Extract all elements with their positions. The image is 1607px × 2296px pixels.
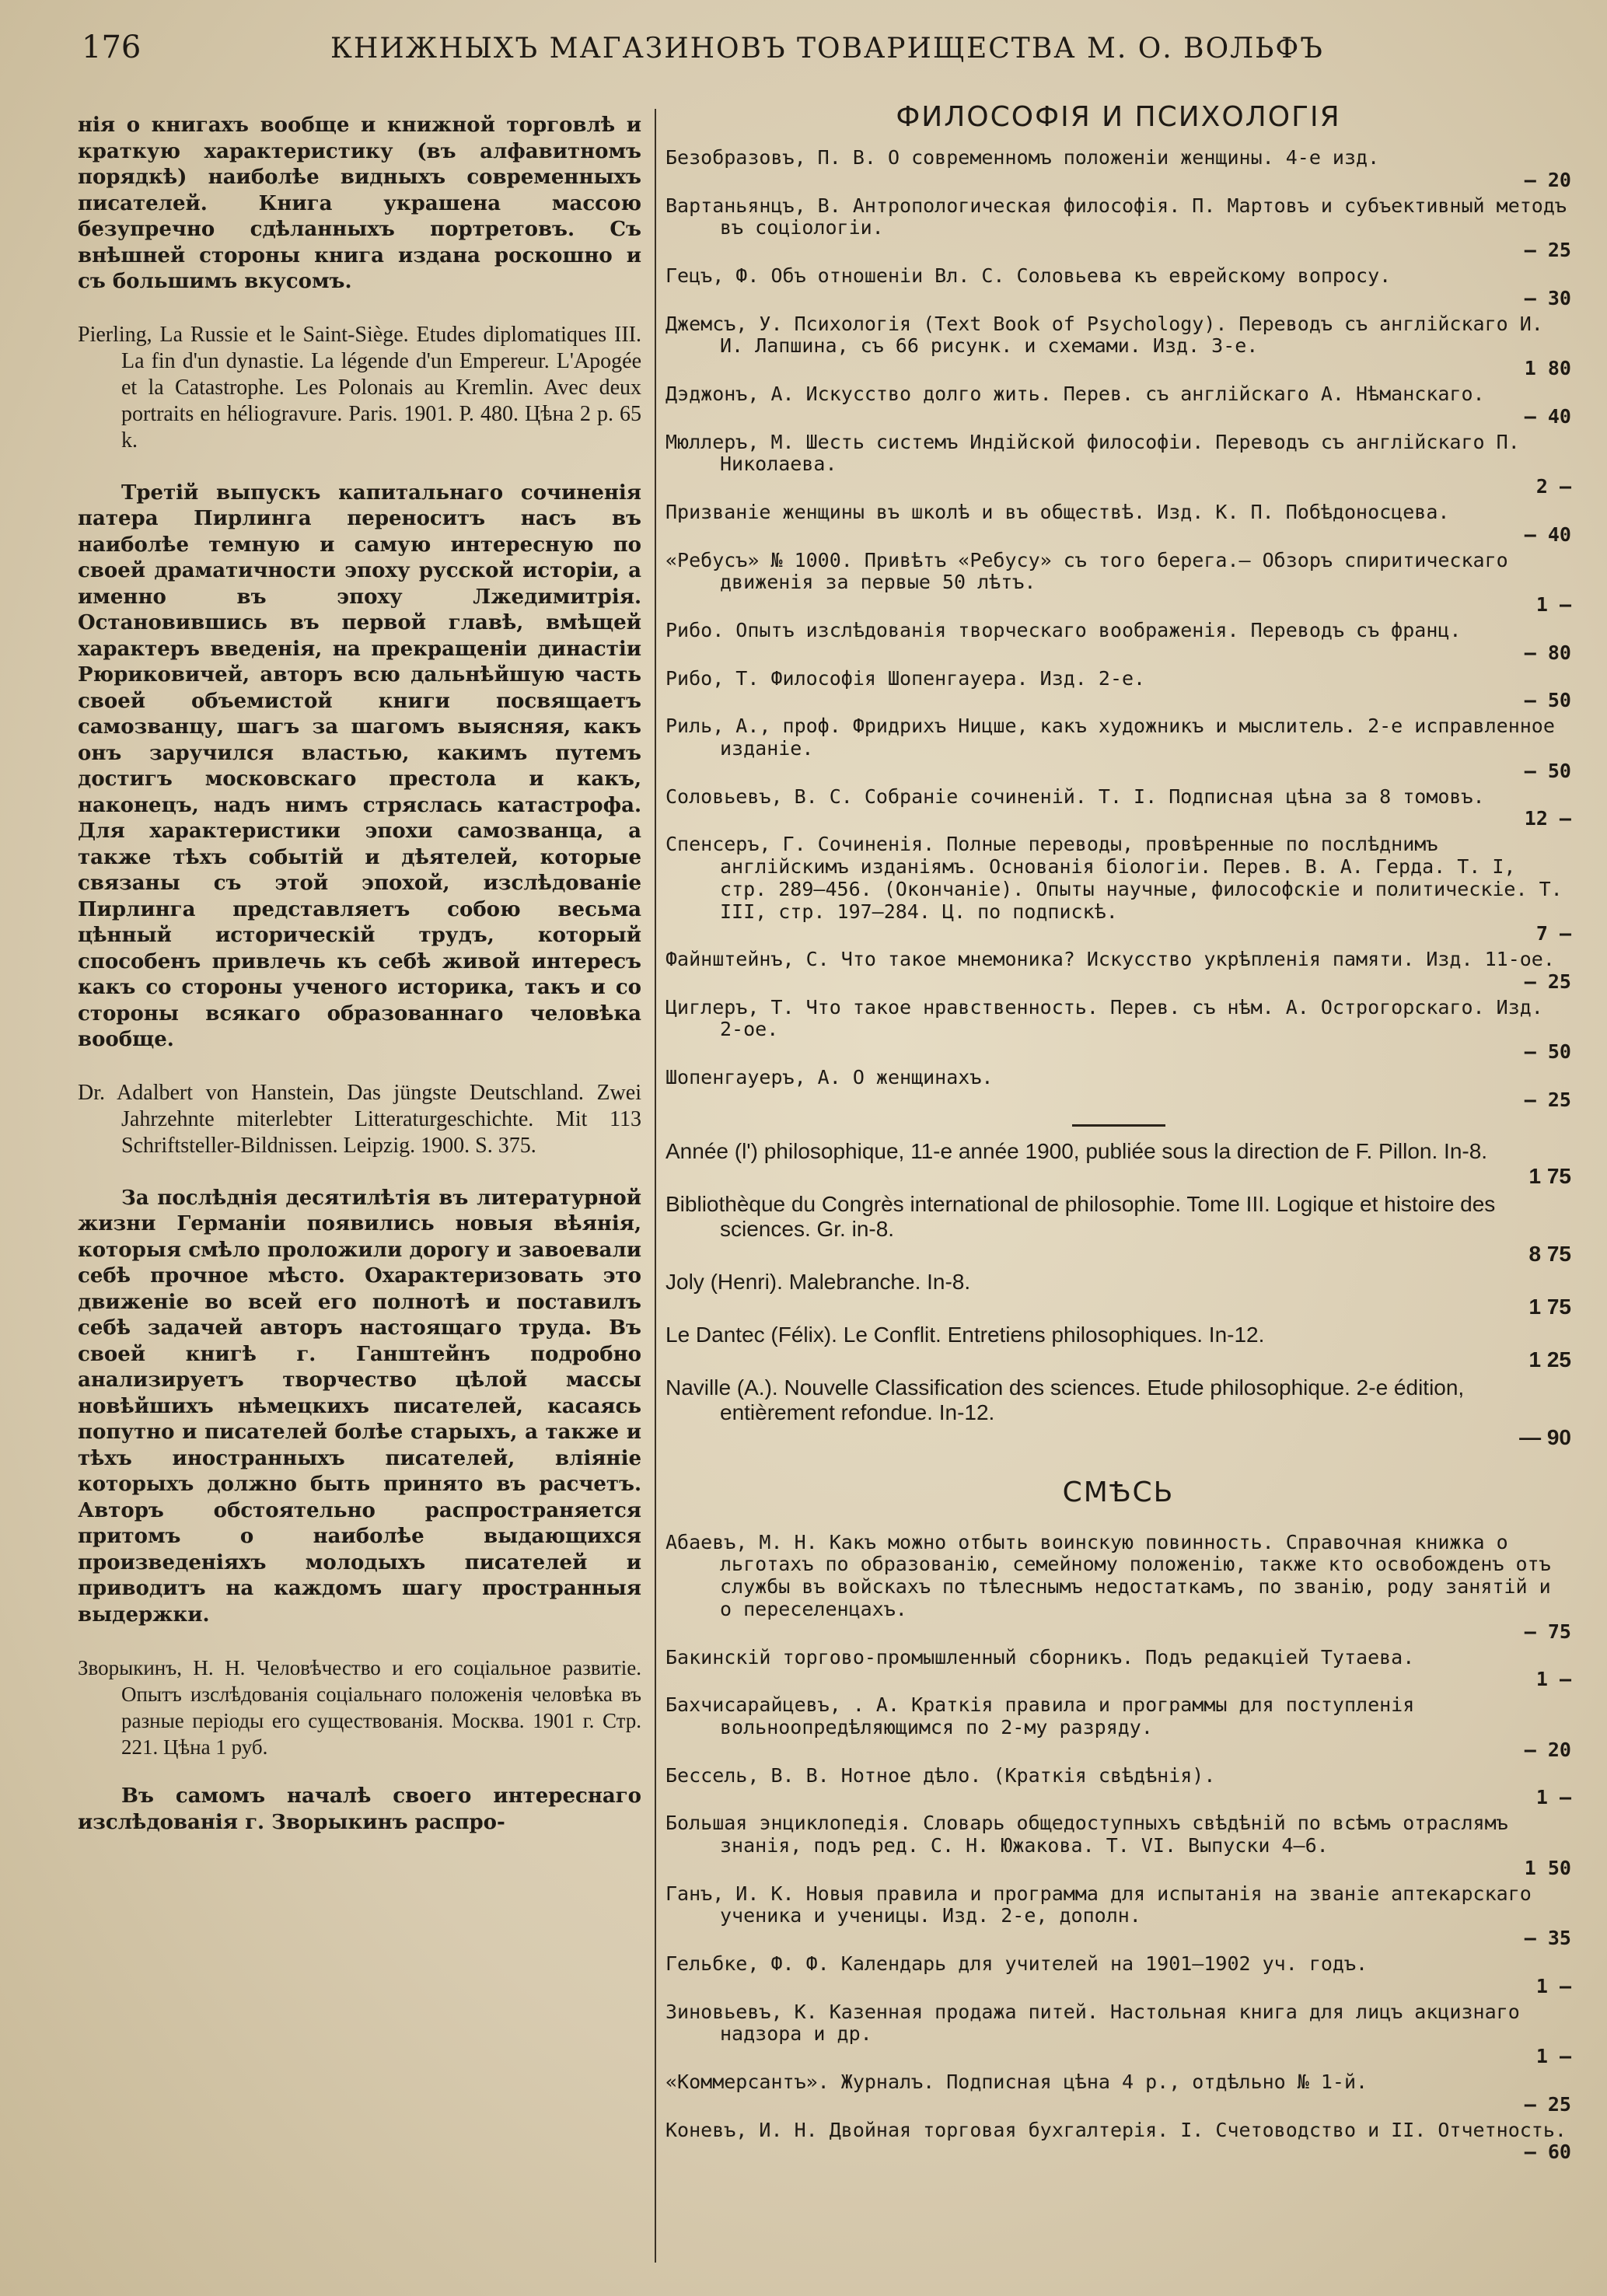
catalog-entry	[666, 668, 1571, 713]
review-paragraph: Третій выпускъ капитальнаго сочиненія патера Пирлинга переноситъ насъ въ наиболѣе темную и самую интересную по своей драматичности эпоху русской исторіи, а именно въ эпоху Лжедимитрія. Остановившись въ первой главѣ, вмѣщей характеръ введенія, на прекращеніи династіи Рюриковичей, авторъ всю дальнѣйшую часть своей объемистой книги посвящаетъ самозванцу, шагъ за шагомъ выясняя, какъ онъ заручился властью, какимъ путемъ достигъ московскаго престола и какъ, наконецъ, надъ нимъ стряслась катастрофа. Для характеристики эпохи самозванца, а также тѣхъ событій и дѣятелей, которые связаны съ этой эпохой, изслѣдованіе Пирлинга представляетъ собою весьма цѣнный историческій трудъ, который способенъ привлечь къ себѣ живой интересъ какъ со стороны ученого историка, такъ и со стороны всякаго образованнаго человѣка вообще.	[78, 481, 641, 1051]
entry-text: Соловьевъ, В. С. Собраніе сочиненій. Т. I. Подписная цѣна за 8 томовъ.	[666, 785, 1485, 808]
catalog-entry	[666, 1139, 1571, 1189]
entry-price: — 60	[1524, 2140, 1571, 2164]
entry-text: Naville (A.). Nouvelle Classification des sciences. Etude philosophique. 2-e édition, entièrement refondue. In-12.	[666, 1375, 1465, 1424]
left-column	[78, 113, 641, 1862]
catalog-entry	[666, 715, 1571, 782]
entry-text: Ганъ, И. К. Новыя правила и программа для испытанія на званіе аптекарскаго ученика и ученицы. Изд. 2-е, дополн.	[666, 1882, 1532, 1927]
catalog-entry	[666, 620, 1571, 665]
catalog-entry	[666, 550, 1571, 617]
section-divider	[1072, 1124, 1165, 1127]
catalog-entry	[666, 2001, 1571, 2068]
catalog-entry	[666, 1694, 1571, 1761]
catalog-entry	[666, 147, 1571, 192]
catalog-entry	[666, 265, 1571, 310]
entry-price: 1 —	[1535, 1668, 1571, 1691]
page-number: 176	[82, 30, 141, 65]
entry-price: — 80	[1524, 641, 1571, 664]
entry-text: Бакинскій торгово-промышленный сборникъ. Подъ редакціей Тутаева.	[666, 1645, 1415, 1669]
entry-price: — 20	[1524, 168, 1571, 191]
catalog-entry	[666, 833, 1571, 945]
entry-price: 8 75	[1528, 1241, 1571, 1266]
entry-price: — 50	[1524, 689, 1571, 712]
entry-text: Рибо, Т. Философія Шопенгауера. Изд. 2-е.	[666, 666, 1146, 690]
catalog-entry	[666, 501, 1571, 547]
catalog-entry	[666, 383, 1571, 428]
entry-text: Бессель, В. В. Нотное дѣло. (Краткія свѣдѣнія).	[666, 1763, 1216, 1787]
entry-text: Мюллеръ, М. Шесть системъ Индійской философіи. Переводъ съ англійскаго П. Николаева.	[666, 430, 1520, 476]
catalog-entry	[666, 949, 1571, 994]
misc-list	[666, 1532, 1571, 2165]
entry-price: 1 75	[1528, 1163, 1571, 1188]
catalog-entry	[666, 786, 1571, 831]
entry-text: Дэджонъ, А. Искусство долго жить. Перев. съ англійскаго А. Нѣманскаго.	[666, 382, 1485, 405]
entry-text: Шопенгауеръ, А. О женщинахъ.	[666, 1066, 994, 1089]
entry-price: — 30	[1524, 286, 1571, 309]
entry-price: — 25	[1524, 239, 1571, 262]
entry-price: — 50	[1524, 1040, 1571, 1064]
entry-text: Призваніе женщины въ школѣ и въ обществѣ. Изд. К. П. Побѣдоносцева.	[666, 500, 1450, 523]
entry-price: 1 —	[1535, 1974, 1571, 1997]
catalog-entry	[666, 1532, 1571, 1644]
entry-price: 1 80	[1524, 357, 1571, 380]
catalog-entry	[666, 432, 1571, 498]
entry-text: Коневъ, И. Н. Двойная торговая бухгалтерія. I. Счетоводство и II. Отчетность.	[666, 2118, 1567, 2141]
entry-price: 1 50	[1524, 1856, 1571, 1879]
entry-price: 12 —	[1524, 807, 1571, 830]
entry-price: — 35	[1524, 1927, 1571, 1950]
entry-text: Рибо. Опытъ изслѣдованія творческаго воображенія. Переводъ съ франц.	[666, 618, 1462, 641]
entry-text: «Коммерсантъ». Журналъ. Подписная цѣна 4 р., отдѣльно № 1-й.	[666, 2071, 1368, 2093]
entry-price: — 25	[1524, 1088, 1571, 1111]
entry-text: Bibliothèque du Congrès international de philosophie. Tome III. Logique et histoire des sciences. Gr. in-8.	[666, 1191, 1496, 1241]
entry-text: Файнштейнъ, С. Что такое мнемоника? Искусство укрѣпленія памяти. Изд. 11-ое.	[666, 948, 1555, 971]
entry-text: Joly (Henri). Malebranche. In-8.	[666, 1269, 971, 1294]
entry-price: 1 75	[1528, 1294, 1571, 1319]
catalog-entry	[666, 1375, 1571, 1450]
entry-text: Гецъ, Ф. Объ отношеніи Вл. С. Соловьева къ еврейскому вопросу.	[666, 264, 1392, 287]
right-column	[666, 101, 1571, 2167]
entry-price: — 25	[1524, 970, 1571, 993]
catalog-entry	[666, 1953, 1571, 1998]
entry-text: Безобразовъ, П. В. О современномъ положеніи женщины. 4-е изд.	[666, 146, 1380, 169]
catalog-entry	[666, 1812, 1571, 1879]
review-paragraph: Въ самомъ началѣ своего интереснаго изслѣдованія г. Зворыкинъ распро-	[78, 1784, 641, 1834]
catalog-entry	[666, 1883, 1571, 1950]
book-reference: Зворыкинъ, Н. Н. Человѣчество и его соціальное развитіе. Опытъ изслѣдованія соціальнаго положенія человѣка въ разные періоды его существованія. Москва. 1901 г. Стр. 221. Цѣна 1 руб.	[78, 1656, 641, 1759]
catalog-entry	[666, 2120, 1571, 2165]
philosophy-list	[666, 147, 1571, 1112]
entry-text: Большая энциклопедія. Словарь общедоступныхъ свѣдѣній по всѣмъ отраслямъ знанія, подъ ред. С. Н. Южакова. Т. VI. Выпуски 4—6.	[666, 1812, 1508, 1857]
catalog-entry	[666, 195, 1571, 262]
running-title: КНИЖНЫХЪ МАГАЗИНОВЪ ТОВАРИЩЕСТВА М. О. ВОЛЬФЪ	[330, 33, 1324, 65]
entry-price: 1 —	[1535, 593, 1571, 617]
entry-price: — 90	[1519, 1424, 1571, 1449]
entry-text: Гельбке, Ф. Ф. Календарь для учителей на 1901—1902 уч. годъ.	[666, 1952, 1368, 1976]
entry-text: Циглеръ, Т. Что такое нравственность. Перев. съ нѣм. А. Острогорскаго. Изд. 2-ое.	[666, 995, 1543, 1041]
entry-text: Année (l') philosophique, 11-e année 1900, publiée sous la direction de F. Pillon. In-8.	[666, 1138, 1488, 1163]
catalog-entry	[666, 313, 1571, 380]
catalog-entry	[666, 1323, 1571, 1372]
catalog-entry	[666, 2071, 1571, 2116]
french-list	[666, 1139, 1571, 1450]
book-reference: Pierling, La Russie et le Saint-Siège. Etudes diplomatiques III. La fin d'un dynastie. La légende d'un Empereur. L'Apogée et la Catastrophe. Les Polonais au Kremlin. Avec deux portraits en héliogravure. Paris. 1901. P. 480. Цѣна 2 р. 65 k.	[78, 322, 641, 453]
entry-text: Риль, А., проф. Фридрихъ Ницше, какъ художникъ и мыслитель. 2-е исправленное изданіе.	[666, 715, 1555, 760]
section-title-misc: СМѢСЬ	[1062, 1476, 1175, 1508]
entry-text: Вартаньянцъ, В. Антропологическая философія. П. Мартовъ и субъективный методъ въ соціологіи.	[666, 194, 1567, 239]
entry-price: — 75	[1524, 1620, 1571, 1643]
catalog-entry	[666, 1270, 1571, 1319]
entry-price: 7 —	[1535, 922, 1571, 945]
catalog-entry	[666, 1067, 1571, 1112]
entry-text: «Ребусъ» № 1000. Привѣтъ «Ребусу» съ того берега.— Обзоръ спиритическаго движенія за первые 50 лѣтъ.	[666, 548, 1508, 594]
entry-text: Джемсъ, У. Психологія (Text Book of Psychology). Переводъ съ англійскаго И. И. Лапшина, съ 66 рисунк. и схемами. Изд. 3-е.	[666, 312, 1543, 358]
entry-text: Le Dantec (Félix). Le Conflit. Entretiens philosophiques. In-12.	[666, 1322, 1265, 1347]
entry-price: 1 —	[1535, 1786, 1571, 1809]
catalog-entry	[666, 1765, 1571, 1810]
entry-price: 1 —	[1535, 2045, 1571, 2068]
entry-price: — 40	[1524, 404, 1571, 428]
entry-price: 2 —	[1535, 475, 1571, 498]
entry-price: — 20	[1524, 1738, 1571, 1761]
entry-text: Зиновьевъ, К. Казенная продажа питей. Настольная книга для лицъ акцизнаго надзора и др.	[666, 2000, 1520, 2046]
entry-price: — 50	[1524, 759, 1571, 782]
entry-text: Бахчисарайцевъ, . А. Краткія правила и программы для поступленія вольноопредѣляющимся по 2-му разряду.	[666, 1693, 1415, 1739]
book-reference: Dr. Adalbert von Hanstein, Das jüngste Deutschland. Zwei Jahrzehnte miterlebter Litteraturgeschichte. Mit 113 Schriftsteller-Bildnissen. Leipzig. 1900. S. 375.	[78, 1080, 641, 1158]
entry-text: Абаевъ, М. Н. Какъ можно отбыть воинскую повинность. Справочная книжка о льготахъ по образованію, семейному положенію, также кто освобожденъ отъ службы въ войскахъ по тѣлеснымъ недостаткамъ, по званію, роду занятій и о переселенцахъ.	[666, 1530, 1551, 1621]
entry-price: — 25	[1524, 2092, 1571, 2116]
entry-price: — 40	[1524, 522, 1571, 546]
catalog-entry	[666, 1647, 1571, 1692]
review-paragraph: нія о книгахъ вообще и книжной торговлѣ и краткую характеристику (въ алфавитномъ порядкѣ) наиболѣе видныхъ современныхъ писателей. Книга украшена массою безупречно сдѣланныхъ портретовъ. Съ внѣшней стороны книга издана роскошно и съ большимъ вкусомъ.	[78, 114, 641, 293]
page-header	[82, 30, 1559, 84]
column-divider	[655, 109, 656, 2263]
catalog-entry	[666, 997, 1571, 1064]
section-title-philosophy: ФИЛОСОФІЯ И ПСИХОЛОГІЯ	[896, 101, 1341, 133]
catalog-entry	[666, 1192, 1571, 1267]
entry-text: Спенсеръ, Г. Сочиненія. Полные переводы, провѣренные по послѣднимъ англійскимъ изданіямъ. Основанія біологіи. Перев. В. А. Герда. Т. I, стр. 289—456. (Окончаніе). Опыты научные, философскіе и политическіе. Т. III, стр. 197—284. Ц. по подпискѣ.	[666, 833, 1563, 923]
entry-price: 1 25	[1528, 1347, 1571, 1372]
review-paragraph: За послѣднія десятилѣтія въ литературной жизни Германіи появились новыя вѣянія, которыя смѣло проложили дорогу и завоевали себѣ прочное мѣсто. Охарактеризовать это движеніе во всей его полнотѣ и поставилъ себѣ задачей авторъ настоящаго труда. Въ своей книгѣ г. Ганштейнъ подробно анализируетъ творчество цѣлой массы новѣйшихъ нѣмецкихъ писателей, касаясь попутно и писателей болѣе старыхъ, а также и тѣхъ иностранныхъ писателей, вліяніе которыхъ должно быть принято въ расчетъ. Авторъ обстоятельно распространяется притомъ о наиболѣе выдающихся произведеніяхъ молодыхъ писателей и приводитъ на каждомъ шагу пространныя выдержки.	[78, 1186, 641, 1627]
